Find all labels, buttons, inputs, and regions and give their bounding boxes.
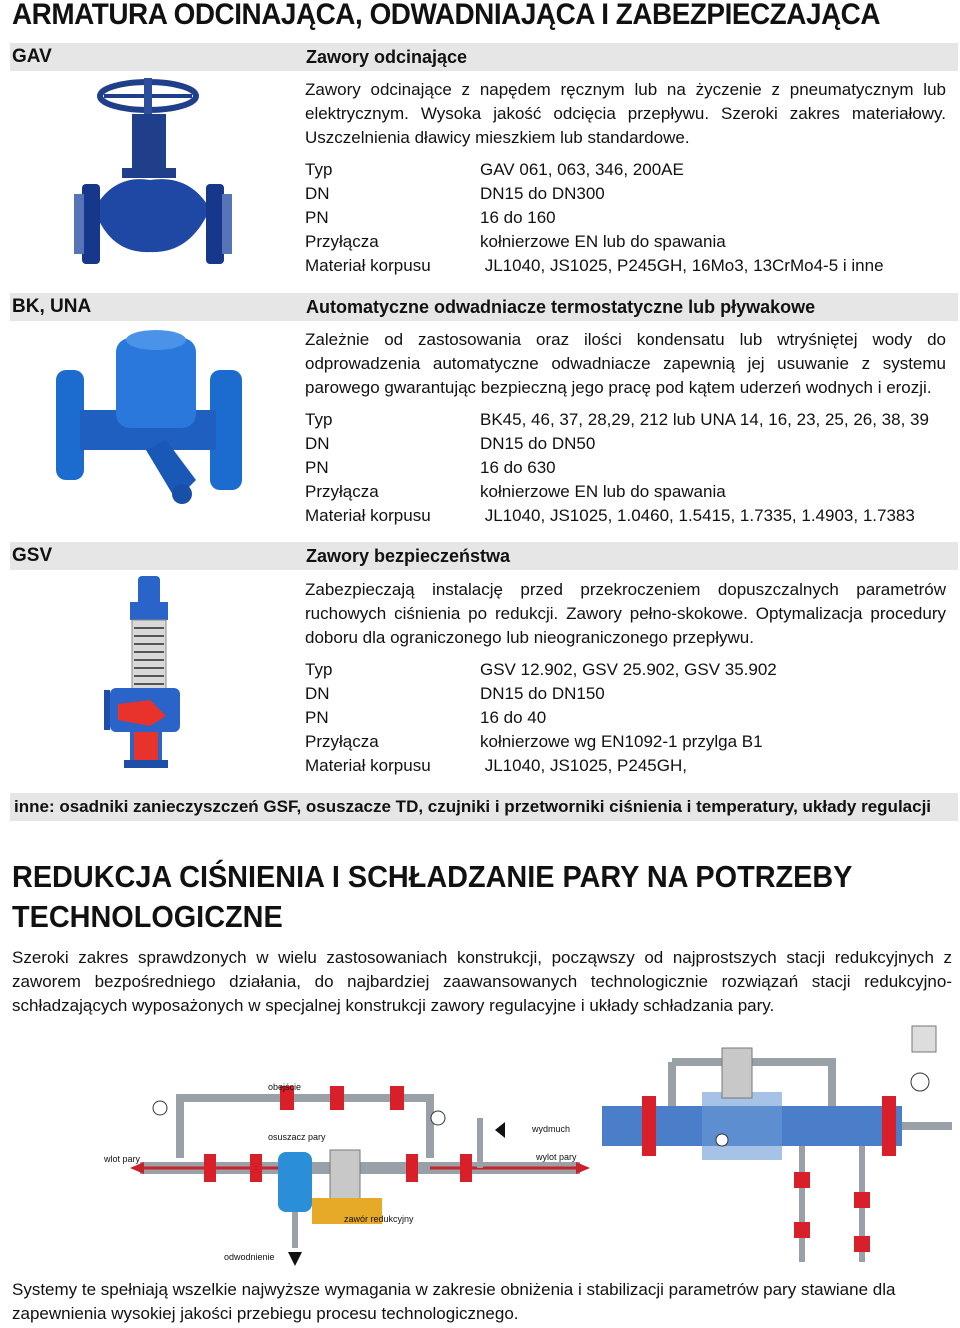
spec-label: DN: [305, 434, 330, 453]
spec-value: JL1040, JS1025, P245GH,: [480, 756, 687, 775]
section-heading: Automatyczne odwadniacze termostatyczne lub pływakowe: [306, 297, 816, 317]
spec-label: Typ: [305, 410, 333, 429]
spec-label: DN: [305, 184, 330, 203]
diagram-label: odwodnienie: [224, 1252, 275, 1262]
spec-label: PN: [305, 708, 329, 727]
section-code: BK, UNA: [12, 296, 92, 317]
spec-value: DN15 do DN50: [480, 434, 596, 453]
diagram-label: wylot pary: [536, 1152, 577, 1162]
spec-value: 16 do 630: [480, 458, 556, 477]
section-code: GSV: [12, 545, 53, 566]
section-description: Zawory odcinające z napędem ręcznym lub na życzenie z pneumatycznym lub elektrycznym. Wysoka jakość odcięcia przepływu. Szeroki zakres materiałowy. Uszczelnienia dławicy mieszkiem lub standardowe.: [305, 80, 946, 147]
spec-value: kołnierzowe EN lub do spawania: [480, 232, 726, 251]
page-title: ARMATURA ODCINAJĄCA, ODWADNIAJĄCA I ZABEZPIECZAJĄCA: [12, 0, 881, 31]
spec-value: DN15 do DN150: [480, 684, 605, 703]
section-band-gsv: [10, 542, 958, 570]
spec-value: kołnierzowe wg EN1092-1 przylga B1: [480, 732, 763, 751]
spec-value: JL1040, JS1025, 1.0460, 1.5415, 1.7335, 1.4903, 1.7383: [480, 506, 915, 525]
reduction-station-diagram: [100, 1058, 600, 1274]
spec-label: Materiał korpusu: [305, 506, 431, 525]
spec-label: Materiał korpusu: [305, 256, 431, 275]
section-description: Zabezpieczają instalację przed przekroczeniem dopuszczalnych parametrów ruchowych ciśnienia po redukcji. Zawory pełno-skokowe. Optymalizacja procedury doboru dla ograniczonego lub nieograniczonego przepływu.: [305, 580, 946, 647]
spec-value: DN15 do DN300: [480, 184, 605, 203]
spec-label: Przyłącza: [305, 232, 379, 251]
spec-label: Typ: [305, 160, 333, 179]
spec-label: DN: [305, 684, 330, 703]
spec-table-gav: [305, 158, 884, 278]
diagram-label: osuszacz pary: [268, 1132, 326, 1142]
desuperheating-station-diagram: [602, 1022, 954, 1274]
diagram-label: wydmuch: [532, 1124, 571, 1134]
closing-paragraph: Systemy te spełniają wszelkie najwyższe wymagania w zakresie obniżenia i stabilizacji parametrów pary stawiane dla zapewnienia wysokiej jakości przebiegu procesu technologicznego.: [12, 1280, 896, 1323]
spec-value: 16 do 160: [480, 208, 556, 227]
steam-trap-image: [56, 330, 246, 512]
section-title-reduction: REDUKCJA CIŚNIENIA I SCHŁADZANIE PARY NA POTRZEBY TECHNOLOGICZNE: [12, 859, 852, 934]
spec-value: BK45, 46, 37, 28,29, 212 lub UNA 14, 16, 23, 25, 26, 38, 39: [480, 410, 929, 429]
diagram-label: zawór redukcyjny: [344, 1214, 414, 1224]
gate-valve-image: [74, 74, 232, 284]
spec-value: GAV 061, 063, 346, 200AE: [480, 160, 684, 179]
section-code: GAV: [12, 46, 52, 67]
diagram-label: wlot pary: [104, 1154, 141, 1164]
spec-label: Materiał korpusu: [305, 756, 431, 775]
section-band-bk: [10, 293, 958, 321]
spec-label: PN: [305, 458, 329, 477]
spec-label: PN: [305, 208, 329, 227]
section-heading: Zawory odcinające: [306, 47, 468, 67]
spec-value: kołnierzowe EN lub do spawania: [480, 482, 726, 501]
spec-value: 16 do 40: [480, 708, 547, 727]
spec-table-gsv: [305, 658, 777, 778]
safety-valve-image: [104, 576, 190, 768]
spec-value: JL1040, JS1025, P245GH, 16Mo3, 13CrMo4-5 i inne: [480, 256, 884, 275]
spec-table-bk: [305, 408, 929, 528]
section-description: Zależnie od zastosowania oraz ilości kondensatu lub wtryśniętej wody do odprowadzenia automatyczne odwadniacze zapewnią jej usuwanie z systemu parowego gwarantując bezpieczną jego pracę pod kątem uderzeń wodnych i erozji.: [305, 330, 946, 397]
other-products-line: inne: osadniki zanieczyszczeń GSF, osuszacze TD, czujniki i przetworniki ciśnienia i temperatury, układy regulacji: [10, 793, 958, 821]
spec-label: Typ: [305, 660, 333, 679]
section-paragraph: Szeroki zakres sprawdzonych w wielu zastosowaniach konstrukcji, począwszy od najprostszych stacji redukcyjnych z zaworem bezpośredniego działania, do najbardziej zaawansowanych technologicznie rozwiązań stacji redukcyjno-schładzających wyposażonych w specjalnej konstrukcji zawory regulacyjne i układy schładzania pary.: [12, 948, 952, 1015]
spec-value: GSV 12.902, GSV 25.902, GSV 35.902: [480, 660, 777, 679]
spec-label: Przyłącza: [305, 482, 379, 501]
section-band-gav: [10, 43, 958, 71]
spec-label: Przyłącza: [305, 732, 379, 751]
diagram-label: obejście: [268, 1082, 302, 1092]
section-heading: Zawory bezpieczeństwa: [306, 546, 511, 566]
